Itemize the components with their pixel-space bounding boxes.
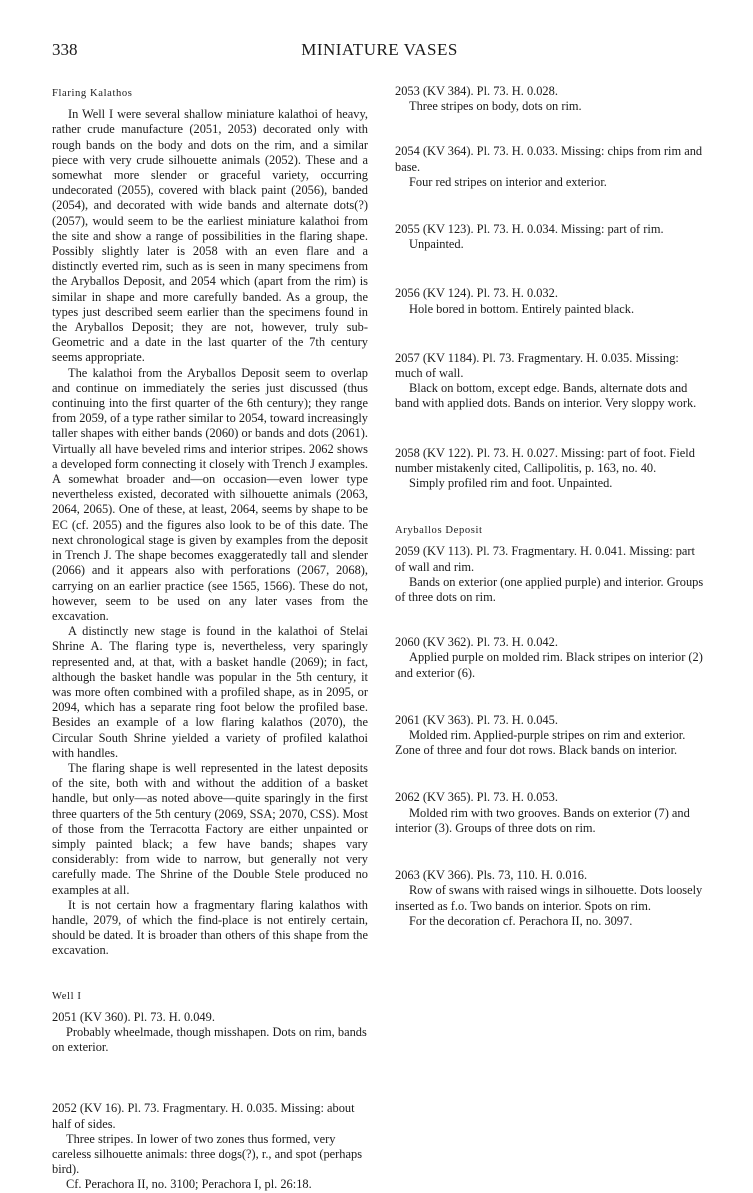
entry-description: Probably wheelmade, though misshapen. Dots on rim, bands on exterior. <box>52 1024 367 1055</box>
section-title-well-i: Well I <box>52 990 82 1002</box>
paragraph: It is not certain how a fragmentary flaring kalathos with handle, 2079, of which the find-place is not entirely certain, should be dated. It is broader than others of this shape from the excavation. <box>52 897 368 958</box>
entry-description: Four red stripes on interior and exterior. <box>409 174 607 189</box>
section-title-aryballos-deposit: Aryballos Deposit <box>395 525 483 537</box>
catalogue-entry-2062 <box>395 790 707 836</box>
section-title-flaring-kalathos: Flaring Kalathos <box>52 88 133 99</box>
entry-heading: 2058 (KV 122). Pl. 73. H. 0.027. Missing: part of foot. Field number mistakenly cited, Callipolitis, p. 163, no. 40. <box>395 445 695 475</box>
entry-heading: 2054 (KV 364). Pl. 73. H. 0.033. Missing: chips from rim and base. <box>395 144 703 174</box>
entry-reference: Cf. Perachora II, no. 3100; Perachora I, pl. 26:18. <box>66 1177 312 1192</box>
entry-description: Unpainted. <box>409 237 464 252</box>
entry-description: Bands on exterior (one applied purple) and interior. Groups of three dots on rim. <box>395 574 704 605</box>
catalogue-entry-2056 <box>395 286 707 316</box>
catalogue-entry-2060 <box>395 635 707 681</box>
entry-description: Applied purple on molded rim. Black stripes on interior (2) and exterior (6). <box>395 650 703 680</box>
catalogue-entry-2059 <box>395 544 707 605</box>
entry-description: Hole bored in bottom. Entirely painted black. <box>409 301 635 316</box>
page-number: 338 <box>52 40 78 59</box>
entry-heading: 2051 (KV 360). Pl. 73. H. 0.049. <box>52 1009 215 1024</box>
paragraph: A distinctly new stage is found in the kalathoi of Stelai Shrine A. The flaring type is, nevertheless, very sparingly represented and, at that, with a basket handle (2069); in fact, although the basket handle was popular in the 5th century, it was more often combined with a profiled shape, as in 2095, or 2094, which has a separate ring foot below the profiled base. Besides an example of a low flaring kalathos (2070), the Circular South Shrine yielded a variety of profiled kalathoi with handles. <box>52 624 368 760</box>
entry-heading: 2061 (KV 363). Pl. 73. H. 0.045. <box>395 712 558 727</box>
entry-description: Black on bottom, except edge. Bands, alternate dots and band with applied dots. Bands on interior. Very sloppy work. <box>395 381 697 411</box>
entry-description: Molded rim with two grooves. Bands on exterior (7) and interior (3). Groups of three dots on rim. <box>395 805 690 835</box>
entry-heading: 2060 (KV 362). Pl. 73. H. 0.042. <box>395 635 558 650</box>
catalogue-entry-2063 <box>395 868 707 929</box>
page-header <box>52 40 707 64</box>
entry-description: Simply profiled rim and foot. Unpainted. <box>409 476 613 491</box>
catalogue-entry-2051 <box>52 1010 368 1056</box>
catalogue-entry-2054 <box>395 144 707 190</box>
entry-description: Three stripes on body, dots on rim. <box>409 99 582 114</box>
entry-heading: 2059 (KV 113). Pl. 73. Fragmentary. H. 0.041. Missing: part of wall and rim. <box>395 544 695 574</box>
running-title: MINIATURE VASES <box>301 40 458 59</box>
entry-heading: 2063 (KV 366). Pls. 73, 110. H. 0.016. <box>395 868 588 883</box>
paragraph: The kalathoi from the Aryballos Deposit seem to overlap and continue on immediately the series just discussed (thus continuing into the first quarter of the 6th century); they range from 2059, of a type rather similar to 2054, toward increasingly taller shapes with either bands (2060) or bands and dots (2061). Virtually all have beveled rims and interior stripes. 2062 shows a developed form connecting it closely with Trench J examples. A somewhat broader and—on occasion—even lower type nevertheless existed, decorated with silhouette animals (2063, 2064, 2065). One of these, at least, 2064, seems by shape to be EC (cf. 2055) and the figures also look to be of this date. The next chronological stage is given by examples from the deposit in Trench J. The shape becomes exaggeratedly tall and slender (2066) and it appears also with perforations (2067, 2068), carrying on an earlier practice (see 1565, 1566). These do not, however, seem to be used on any later vases from the excavation. <box>52 365 368 623</box>
catalogue-entry-2057 <box>395 351 707 412</box>
catalogue-entry-2052 <box>52 1101 368 1192</box>
catalogue-entry-2061 <box>395 713 707 759</box>
entry-heading: 2057 (KV 1184). Pl. 73. Fragmentary. H. 0.035. Missing: much of wall. <box>395 350 679 381</box>
paragraph: The flaring shape is well represented in the latest deposits of the site, both with and without the addition of a basket handle, but only—as noted above—quite sparingly in the first three quarters of the 5th century (2069, SSA; 2070, CSS). Most of those from the Terracotta Factory are either unpainted or simply painted black; a few have bands; shapes vary considerably: from wide to narrow, but generally not very carefully made. The Shrine of the Double Stele produced no examples at all. <box>52 760 368 897</box>
catalogue-entry-2058 <box>395 446 707 492</box>
entry-description: Three stripes. In lower of two zones thus formed, very careless silhouette animals: three dogs(?), r., and spot (perhaps bird). <box>52 1131 363 1177</box>
catalogue-entry-2055 <box>395 222 707 252</box>
right-column <box>395 82 707 929</box>
entry-description: Row of swans with raised wings in silhouette. Dots loosely inserted as f.o. Two bands on interior. Spots on rim. <box>395 883 703 913</box>
entry-heading: 2056 (KV 124). Pl. 73. H. 0.032. <box>395 286 558 301</box>
entry-description: Molded rim. Applied-purple stripes on rim and exterior. Zone of three and four dot rows. Black bands on interior. <box>395 728 686 758</box>
left-column <box>52 82 368 1193</box>
catalogue-entry-2053 <box>395 84 707 114</box>
entry-reference: For the decoration cf. Perachora II, no. 3097. <box>409 913 633 928</box>
paragraph: In Well I were several shallow miniature kalathoi of heavy, rather crude manufacture (2051, 2053) decorated only with rough bands on the body and dots on the rim, and a similar piece with very crude silhouette animals (2052). These and a somewhat more slender or graceful variety, occurring undecorated (2055), covered with black paint (2056), banded (2054), and decorated with wide bands and alternate dots(?) (2057), would seem to be the earliest miniature kalathoi from the site and show a range of possibilities in the flaring shape. Possibly slightly later is 2058 with an even flare and a distinctly everted rim, such as is seen in many specimens from the Aryballos Deposit, and 2054 which (apart from the rim) is similar in shape and more carefully banded. As a group, the types just described seem earlier than the specimens found in the Aryballos Deposit; they are not, however, truly sub-Geometric and a date in the last quarter of the 7th century seems appropriate. <box>52 107 368 365</box>
entry-heading: 2062 (KV 365). Pl. 73. H. 0.053. <box>395 790 558 805</box>
entry-heading: 2055 (KV 123). Pl. 73. H. 0.034. Missing: part of rim. <box>395 222 664 237</box>
entry-heading: 2052 (KV 16). Pl. 73. Fragmentary. H. 0.035. Missing: about half of sides. <box>52 1101 355 1131</box>
entry-heading: 2053 (KV 384). Pl. 73. H. 0.028. <box>395 84 558 98</box>
